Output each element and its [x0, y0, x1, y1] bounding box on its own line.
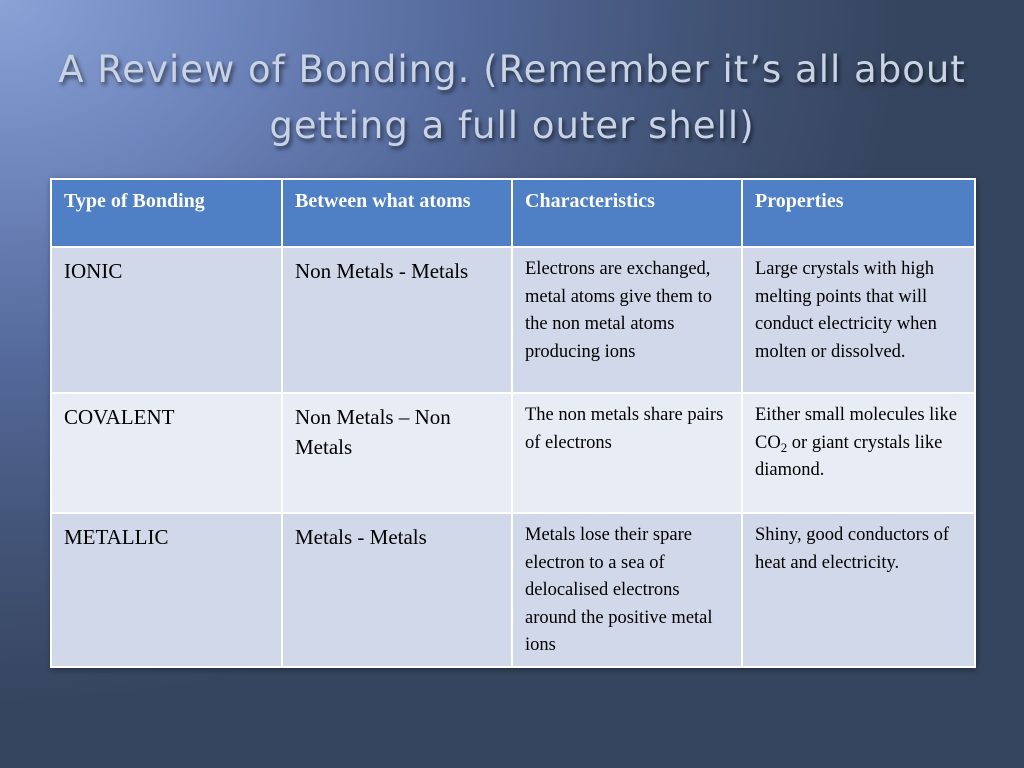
table-row-ionic — [51, 247, 975, 393]
cell-type: IONIC — [51, 247, 282, 393]
header-type-of-bonding: Type of Bonding — [51, 179, 282, 247]
cell-characteristics: Metals lose their spare electron to a sea of delocalised electrons around the positive metal ions — [512, 513, 742, 667]
table-row-covalent — [51, 393, 975, 513]
properties-text-after: or giant crystals like diamond. — [755, 432, 943, 480]
header-between-what-atoms: Between what atoms — [282, 179, 512, 247]
slide-title: A Review of Bonding. (Remember it’s all about getting a full outer shell) — [58, 48, 966, 147]
cell-properties: Large crystals with high melting points that will conduct electricity when molten or dissolved. — [742, 247, 975, 393]
cell-characteristics: The non metals share pairs of electrons — [512, 393, 742, 513]
cell-properties — [742, 393, 975, 513]
cell-characteristics: Electrons are exchanged, metal atoms give them to the non metal atoms producing ions — [512, 247, 742, 393]
header-properties: Properties — [742, 179, 975, 247]
co2-subscript: 2 — [780, 439, 788, 455]
cell-type: METALLIC — [51, 513, 282, 667]
cell-between: Non Metals - Metals — [282, 247, 512, 393]
table-header-row — [51, 179, 975, 247]
cell-between: Non Metals – Non Metals — [282, 393, 512, 513]
bonding-table — [50, 178, 976, 668]
cell-between: Metals - Metals — [282, 513, 512, 667]
table-row-metallic — [51, 513, 975, 667]
properties-text-before: Either small molecules like CO — [755, 405, 957, 453]
cell-properties: Shiny, good conductors of heat and electricity. — [742, 513, 975, 667]
cell-type: COVALENT — [51, 393, 282, 513]
header-characteristics: Characteristics — [512, 179, 742, 247]
